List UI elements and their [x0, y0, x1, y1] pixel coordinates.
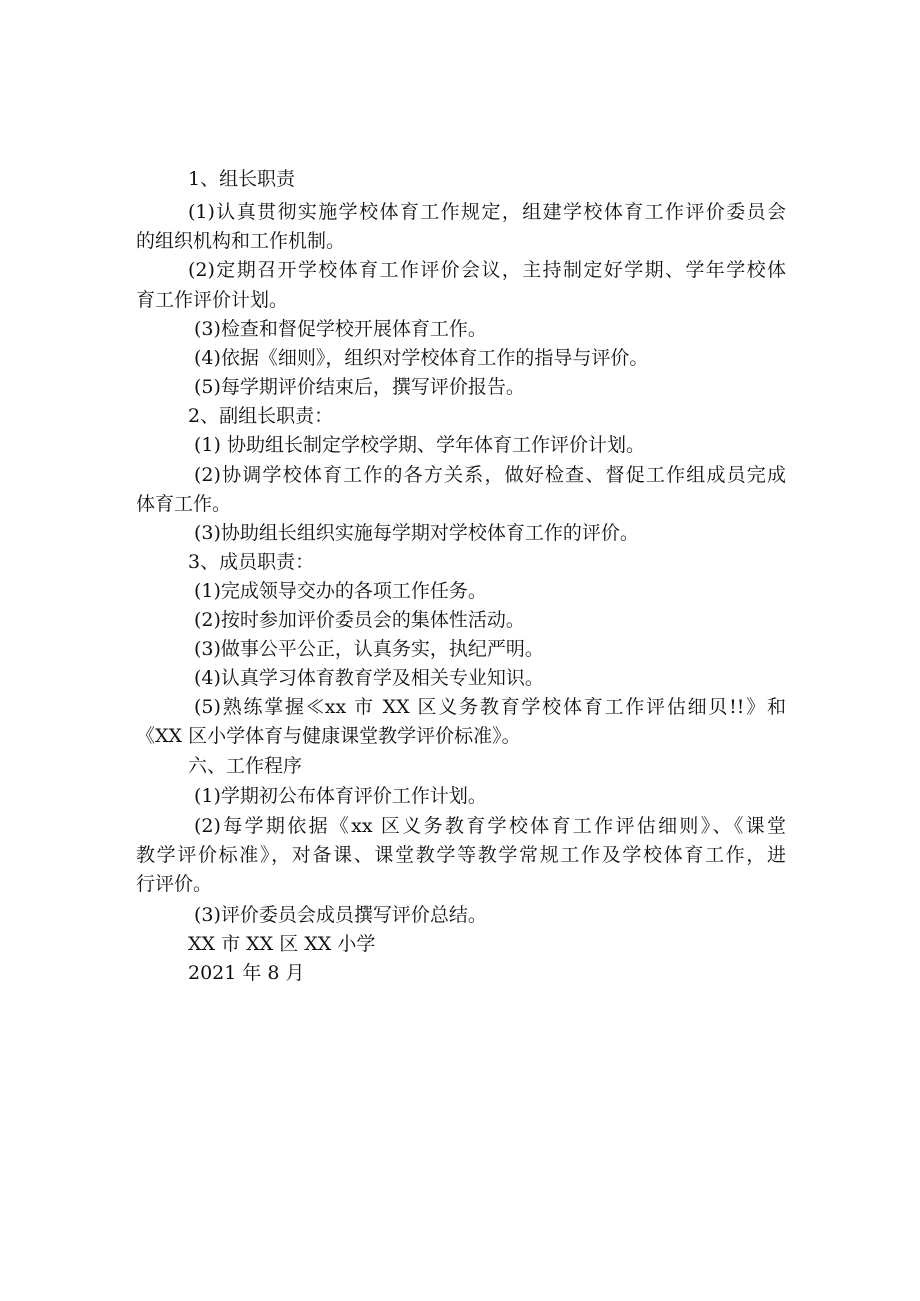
paragraph-line: 育工作评价计划。: [136, 289, 289, 311]
signature-date: 2021 年 8 月: [188, 962, 305, 984]
paragraph-line: (5)熟练掌握≪xx 市 XX 区义务教育学校体育工作评估细贝!!》和: [194, 696, 786, 718]
paragraph-line: (3)做事公平公正，认真务实，执纪严明。: [194, 638, 544, 660]
section-heading-member-duties: 3、成员职责：: [188, 551, 315, 573]
section-heading-deputy-duties: 2、副组长职责：: [188, 405, 334, 427]
paragraph-line: (3)检查和督促学校开展体育工作。: [194, 318, 487, 340]
section-heading-work-procedure: 六、工作程序: [188, 755, 303, 777]
paragraph-line: (5)每学期评价结束后，撰写评价报告。: [194, 376, 525, 398]
paragraph-line: (1) 协助组长制定学校学期、学年体育工作评价计划。: [194, 434, 645, 456]
paragraph-line: (4)认真学习体育教育学及相关专业知识。: [194, 667, 544, 689]
paragraph-line: (2)按时参加评价委员会的集体性活动。: [194, 609, 525, 631]
paragraph-line: (1)学期初公布体育评价工作计划。: [194, 785, 487, 807]
paragraph-line: 教学评价标准》，对备课、课堂教学等教学常规工作及学校体育工作，进: [136, 844, 786, 866]
paragraph-line: (2)每学期依据《xx 区义务教育学校体育工作评估细则》、《课堂: [194, 815, 786, 837]
paragraph-line: 行评价。: [136, 873, 213, 895]
signature-organization: XX 市 XX 区 XX 小学: [188, 933, 376, 955]
paragraph-line: 的组织机构和工作机制。: [136, 230, 346, 252]
paragraph-line: (1)认真贯彻实施学校体育工作规定，组建学校体育工作评价委员会: [188, 201, 786, 223]
paragraph-line: (2)协调学校体育工作的各方关系，做好检查、督促工作组成员完成: [194, 464, 786, 486]
paragraph-line: 体育工作。: [136, 493, 232, 515]
paragraph-line: (3)评价委员会成员撰写评价总结。: [194, 904, 487, 926]
paragraph-line: (1)完成领导交办的各项工作任务。: [194, 580, 487, 602]
paragraph-line: (2)定期召开学校体育工作评价会议，主持制定好学期、学年学校体: [188, 259, 786, 281]
paragraph-line: 《XX 区小学体育与健康课堂教学评价标准》。: [136, 725, 521, 747]
paragraph-line: (4)依据《细则》，组织对学校体育工作的指导与评价。: [194, 347, 649, 369]
paragraph-line: (3)协助组长组织实施每学期对学校体育工作的评价。: [194, 522, 639, 544]
section-heading-leader-duties: 1、组长职责: [188, 168, 296, 190]
